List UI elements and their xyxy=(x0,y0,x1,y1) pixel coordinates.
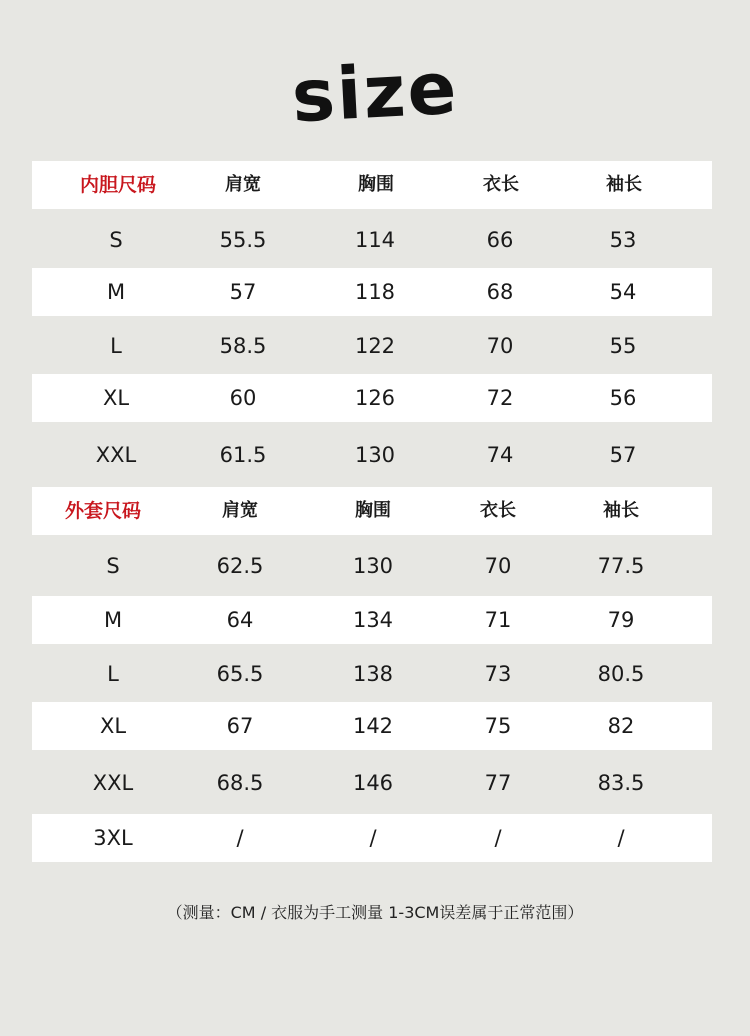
col-sleeve: 袖长 xyxy=(603,500,639,521)
table-row xyxy=(32,759,712,807)
value-cell: 54 xyxy=(609,280,637,304)
value-cell: 56 xyxy=(609,386,637,410)
table-row xyxy=(32,322,712,370)
size-cell: XL xyxy=(102,386,130,410)
value-cell: 134 xyxy=(352,608,394,632)
col-chest: 胸围 xyxy=(358,174,394,195)
value-cell: 70 xyxy=(484,554,512,578)
value-cell: 70 xyxy=(486,334,514,358)
value-cell: 53 xyxy=(609,228,637,252)
table-row xyxy=(32,702,712,750)
value-cell: 75 xyxy=(484,714,512,738)
value-cell: 114 xyxy=(354,228,396,252)
col-chest: 胸围 xyxy=(355,500,391,521)
value-cell: 55 xyxy=(609,334,637,358)
outer-size-label: 外套尺码 xyxy=(64,500,141,522)
value-cell: 130 xyxy=(352,554,394,578)
value-cell: 72 xyxy=(486,386,514,410)
value-cell: 79 xyxy=(607,608,635,632)
col-shoulder: 肩宽 xyxy=(225,174,261,195)
value-cell: 130 xyxy=(354,443,396,467)
col-length: 衣长 xyxy=(480,500,516,521)
value-cell: 74 xyxy=(486,443,514,467)
table-row xyxy=(32,542,712,590)
value-cell: 77 xyxy=(484,771,512,795)
value-cell: / xyxy=(617,826,625,850)
value-cell: 57 xyxy=(229,280,257,304)
size-cell: XL xyxy=(99,714,127,738)
value-cell: 146 xyxy=(352,771,394,795)
value-cell: 83.5 xyxy=(597,771,645,795)
value-cell: 61.5 xyxy=(219,443,267,467)
value-cell: 58.5 xyxy=(219,334,267,358)
size-cell: XXL xyxy=(95,443,137,467)
value-cell: 65.5 xyxy=(216,662,264,686)
size-cell: XXL xyxy=(92,771,134,795)
outer-header-row xyxy=(32,487,712,535)
value-cell: 68.5 xyxy=(216,771,264,795)
value-cell: 142 xyxy=(352,714,394,738)
value-cell: 67 xyxy=(226,714,254,738)
value-cell: 64 xyxy=(226,608,254,632)
table-row xyxy=(32,431,712,479)
value-cell: 118 xyxy=(354,280,396,304)
table-row xyxy=(32,650,712,698)
value-cell: / xyxy=(494,826,502,850)
value-cell: 73 xyxy=(484,662,512,686)
value-cell: 62.5 xyxy=(216,554,264,578)
value-cell: 60 xyxy=(229,386,257,410)
value-cell: 68 xyxy=(486,280,514,304)
value-cell: 82 xyxy=(607,714,635,738)
value-cell: / xyxy=(236,826,244,850)
table-row xyxy=(32,374,712,422)
inner-size-label: 内胆尺码 xyxy=(79,174,156,196)
table-row xyxy=(32,596,712,644)
value-cell: 126 xyxy=(354,386,396,410)
size-cell: S xyxy=(106,554,120,578)
col-shoulder: 肩宽 xyxy=(222,500,258,521)
value-cell: 71 xyxy=(484,608,512,632)
value-cell: 77.5 xyxy=(597,554,645,578)
inner-header-row xyxy=(32,161,712,209)
value-cell: 57 xyxy=(609,443,637,467)
value-cell: 55.5 xyxy=(219,228,267,252)
value-cell: 138 xyxy=(352,662,394,686)
page-title: size xyxy=(289,45,461,139)
table-row xyxy=(32,268,712,316)
size-cell: S xyxy=(109,228,123,252)
col-sleeve: 袖长 xyxy=(606,174,642,195)
value-cell: / xyxy=(369,826,377,850)
size-cell: M xyxy=(103,608,123,632)
value-cell: 80.5 xyxy=(597,662,645,686)
size-cell: 3XL xyxy=(93,826,133,850)
size-cell: L xyxy=(107,662,119,686)
col-length: 衣长 xyxy=(483,174,519,195)
value-cell: 122 xyxy=(354,334,396,358)
size-cell: L xyxy=(110,334,122,358)
table-row xyxy=(32,814,712,862)
size-cell: M xyxy=(106,280,126,304)
table-row xyxy=(32,216,712,264)
value-cell: 66 xyxy=(486,228,514,252)
measurement-note: （测量：CM / 衣服为手工测量 1-3CM误差属于正常范围） xyxy=(166,903,584,922)
